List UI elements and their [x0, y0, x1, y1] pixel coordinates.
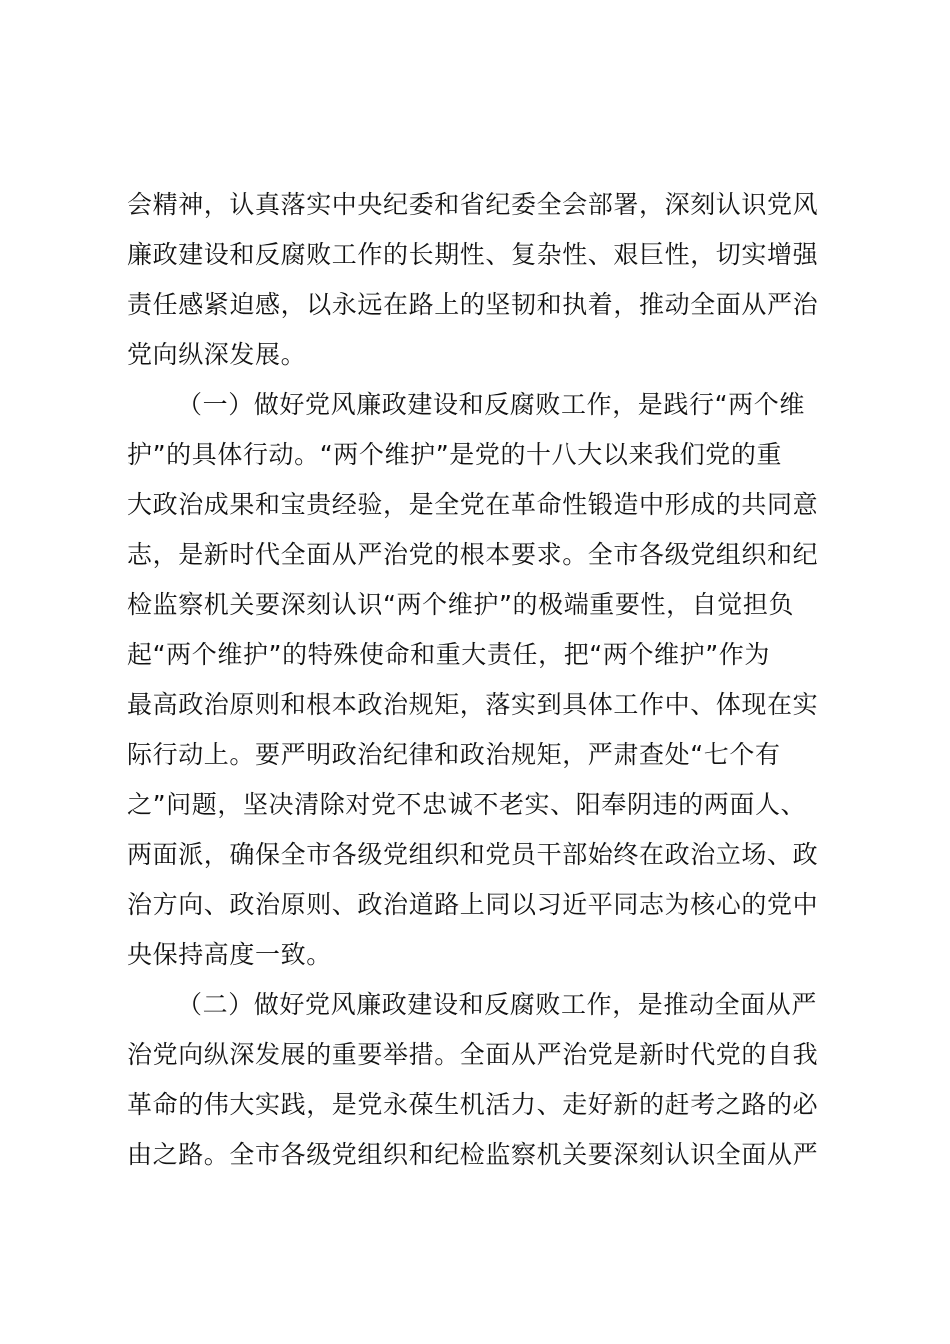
text-line: 廉政建设和反腐败工作的长期性、复杂性、艰巨性，切实增强 [127, 240, 819, 269]
text-line: 会精神，认真落实中央纪委和省纪委全会部署，深刻认识党风 [127, 190, 819, 219]
section-heading-line: （一）做好党风廉政建设和反腐败工作，是践行“两个维 [177, 390, 805, 419]
text-line: 护”的具体行动。“两个维护”是党的十八大以来我们党的重 [127, 440, 783, 469]
text-line: 由之路。全市各级党组织和纪检监察机关要深刻认识全面从严 [127, 1140, 819, 1169]
text-line: 际行动上。要严明政治纪律和政治规矩，严肃查处“七个有 [127, 740, 781, 769]
text-line: 党向纵深发展。 [127, 340, 307, 369]
text-line: 革命的伟大实践，是党永葆生机活力、走好新的赶考之路的必 [127, 1090, 819, 1119]
text-line: 检监察机关要深刻认识“两个维护”的极端重要性，自觉担负 [127, 590, 795, 619]
text-line: 起“两个维护”的特殊使命和重大责任，把“两个维护”作为 [127, 640, 771, 669]
text-line: 志，是新时代全面从严治党的根本要求。全市各级党组织和纪 [127, 540, 819, 569]
text-line: 最高政治原则和根本政治规矩，落实到具体工作中、体现在实 [127, 690, 819, 719]
text-line: 两面派，确保全市各级党组织和党员干部始终在政治立场、政 [127, 840, 819, 869]
text-line: 央保持高度一致。 [127, 940, 332, 969]
document-body [127, 180, 837, 1180]
text-line: 责任感紧迫感，以永远在路上的坚韧和执着，推动全面从严治 [127, 290, 819, 319]
text-line: 大政治成果和宝贵经验，是全党在革命性锻造中形成的共同意 [127, 490, 819, 519]
text-line: 治方向、政治原则、政治道路上同以习近平同志为核心的党中 [127, 890, 819, 919]
text-line: 治党向纵深发展的重要举措。全面从严治党是新时代党的自我 [127, 1040, 819, 1069]
text-line: 之”问题，坚决清除对党不忠诚不老实、阳奉阴违的两面人、 [127, 790, 807, 819]
section-heading-line: （二）做好党风廉政建设和反腐败工作，是推动全面从严 [177, 990, 818, 1019]
